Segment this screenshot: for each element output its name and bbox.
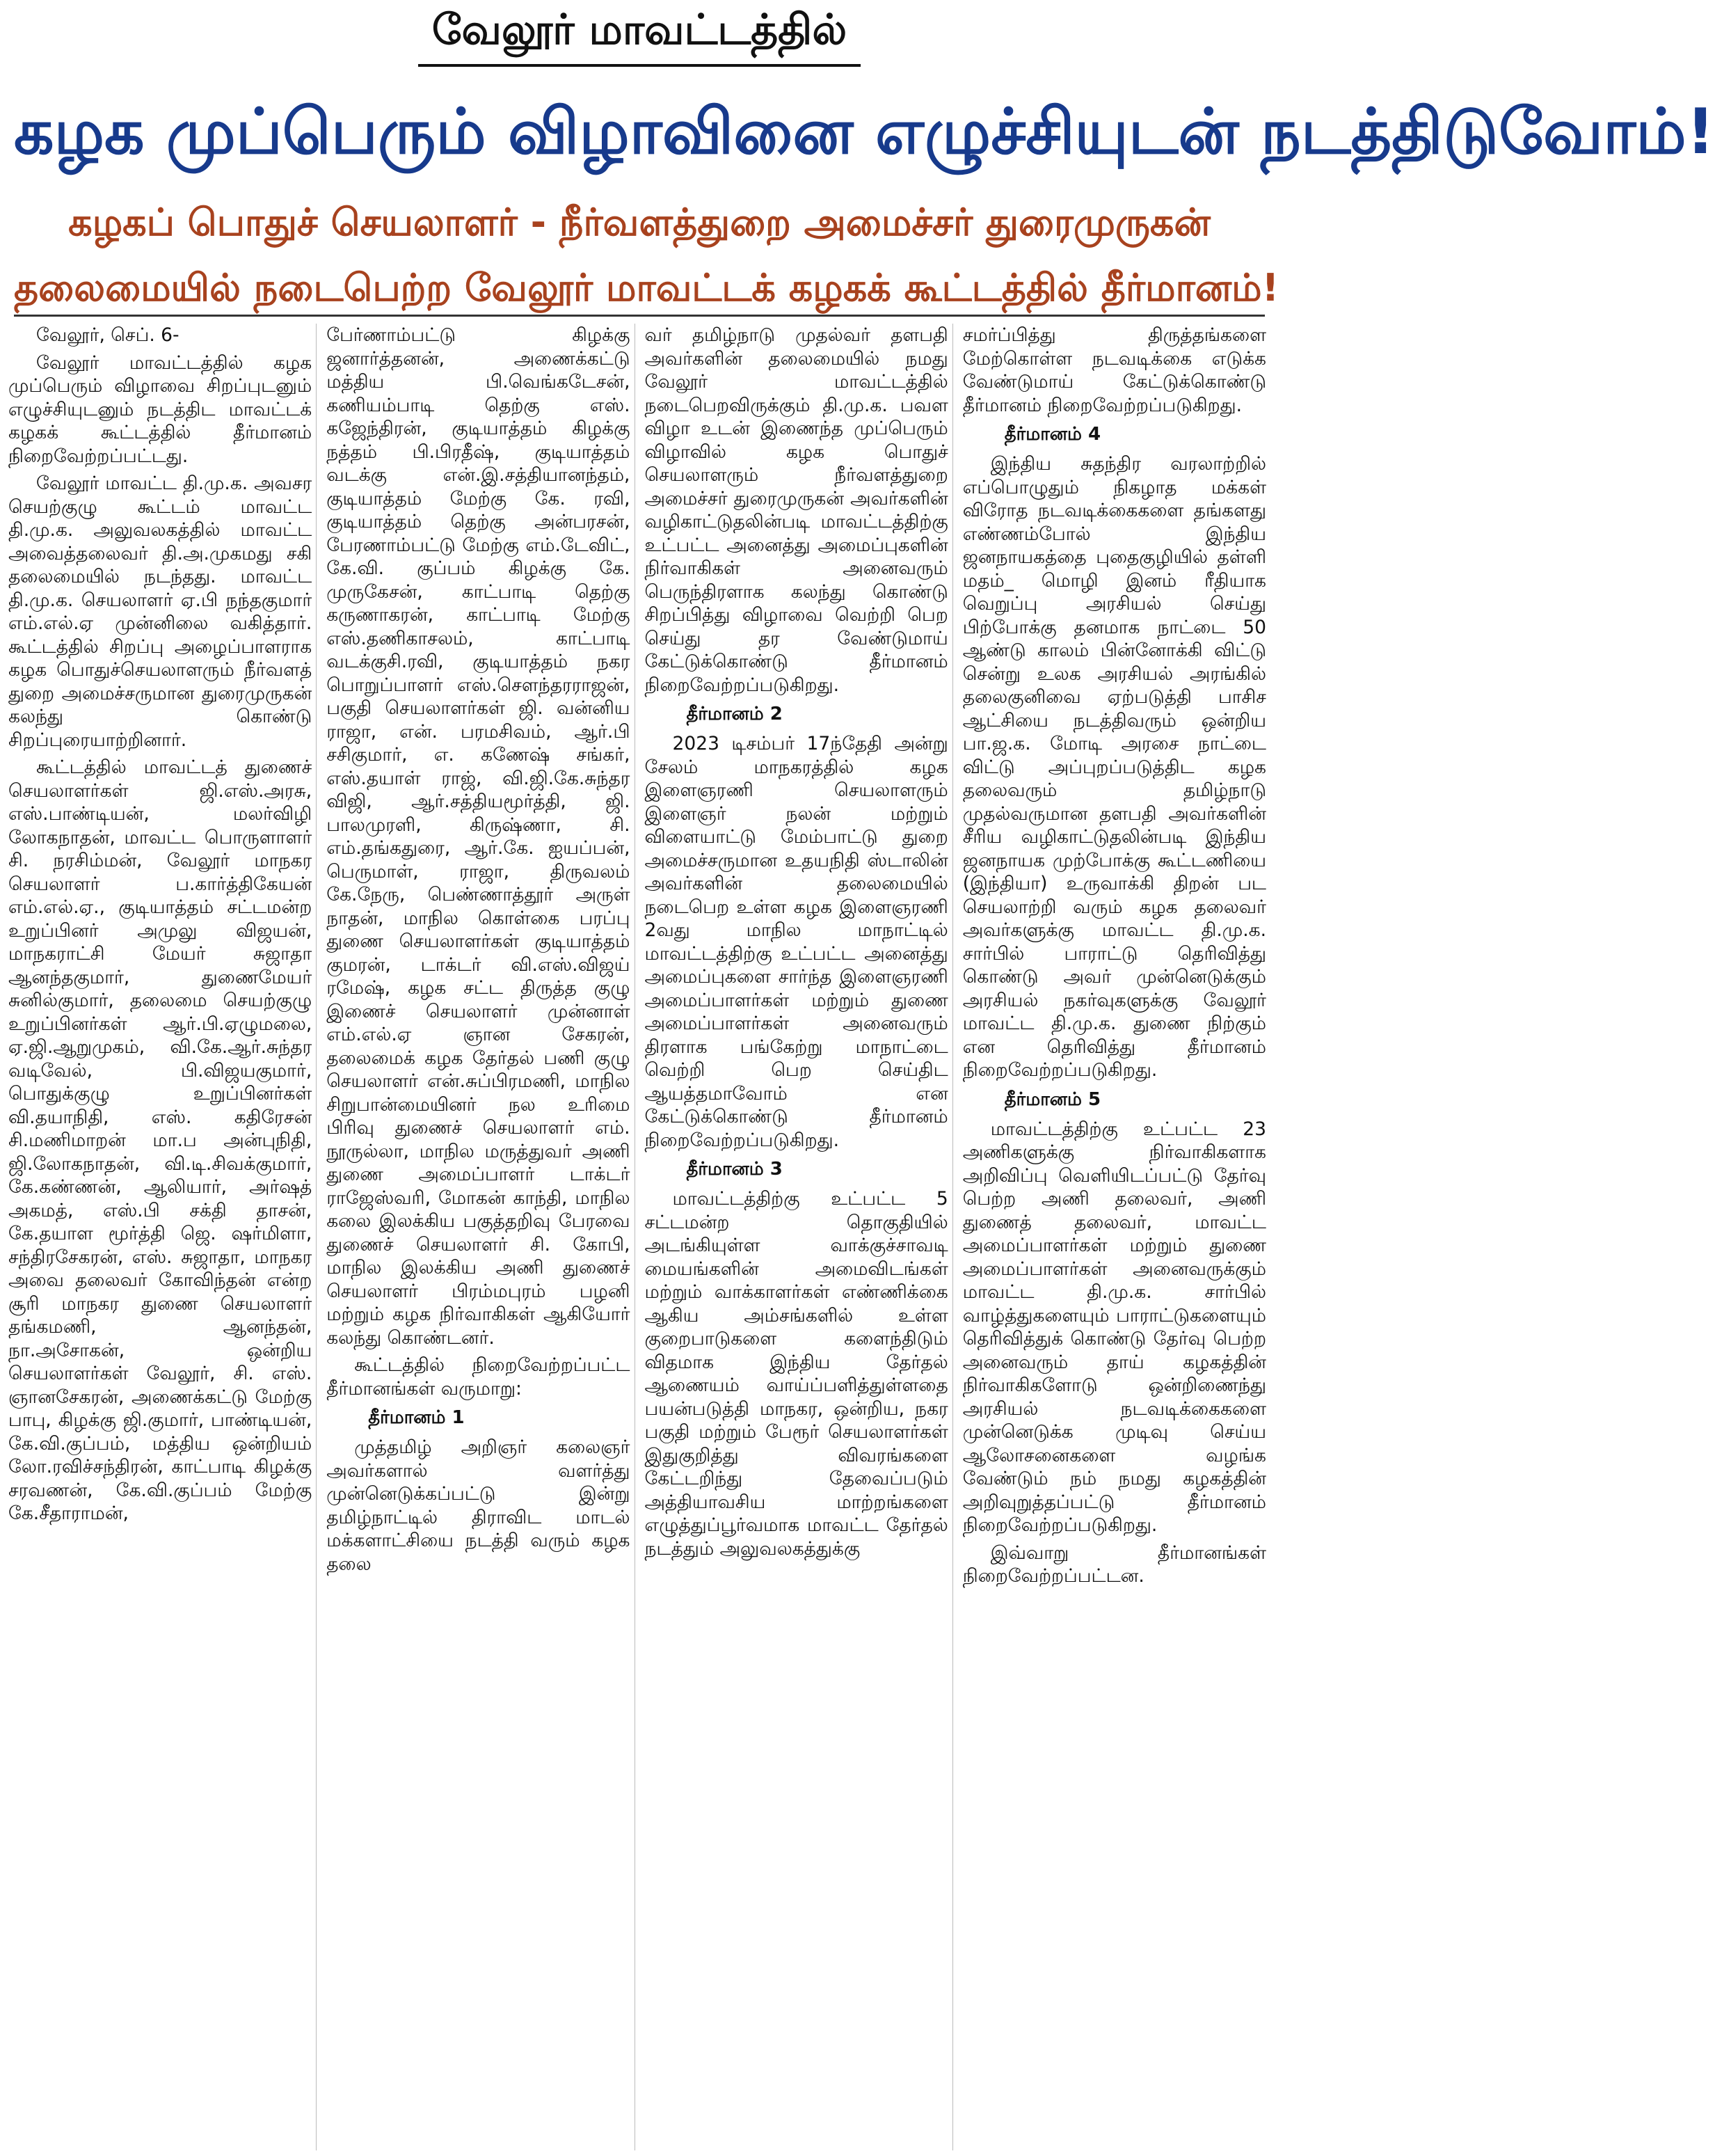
column-2	[326, 324, 635, 2150]
resolution-heading: தீர்மானம் 5	[1004, 1088, 1101, 1110]
resolution-heading: தீர்மானம் 4	[1004, 424, 1101, 445]
paragraph: கூட்டத்தில் மாவட்டத் துணைச் செயலாளர்கள் ஜி.எஸ்.அரசு, எஸ்.பாண்டியன், மலர்விழி லோகநாதன், மாவட்ட பொருளாளர் சி. நரசிம்மன், வேலூர் மாநகர செயலாளர் ப.கார்த்திகேயன் எம்.எல்.ஏ., குடியாத்தம் சட்டமன்ற உறுப்பினர் அமுலு விஜயன், மாநகராட்சி மேயர் சுஜாதா ஆனந்தகுமார், துணைமேயர் சுனில்குமார், தலைமை செயற்குழு உறுப்பினர்கள் ஆர்.பி.ஏழுமலை, ஏ.ஜி.ஆறுமுகம், வி.கே.ஆர்.சுந்தர வடிவேல், பி.விஜயகுமார், பொதுக்குழு உறுப்பினர்கள் வி.தயாநிதி, எஸ். கதிரேசன் சி.மணிமாறன் மா.ப அன்புநிதி, ஜி.லோகநாதன், வி.டி.சிவக்குமார், கே.கண்ணன், ஆலியார், அர்ஷத் அகமத், எஸ்.பி சக்தி தாசன், கே.தயாள மூர்த்தி ஜெ. ஷர்மிளா, சந்திரசேகரன், எஸ். சுஜாதா, மாநகர அவை தலைவர் கோவிந்தன் என்ற சூரி மாநகர துணை செயலாளர் தங்கமணி, ஆனந்தன், நா.அசோகன், ஒன்றிய செயலாளர்கள் வேலூர், சி. எஸ். ஞானசேகரன், அணைக்கட்டு மேற்கு பாபு, கிழக்கு ஜி.குமார், பாண்டியன், கே.வி.குப்பம், மத்திய ஒன்றியம் லோ.ரவிச்சந்திரன், காட்பாடி கிழக்கு சரவணன், கே.வி.குப்பம் மேற்கு கே.சீதாராமன்,	[8, 756, 312, 1524]
subheadline-line-2: தலைமையில் நடைபெற்ற வேலூர் மாவட்டக் கழகக் கூட்டத்தில் தீர்மானம்!	[14, 266, 1279, 310]
paragraph: கூட்டத்தில் நிறைவேற்றப்பட்ட தீர்மானங்கள் வருமாறு:	[326, 1354, 630, 1400]
article-body	[8, 324, 1270, 2150]
column-4	[963, 324, 1270, 2150]
paragraph: வர் தமிழ்நாடு முதல்வர் தளபதி அவர்களின் தலைமையில் நமது வேலூர் மாவட்டத்தில் நடைபெறவிருக்கும் தி.மு.க. பவள விழா உடன் இணைந்த முப்பெரும் விழாவில் கழக பொதுச் செயலாளரும் நீர்வளத்துறை அமைச்சர் துரைமுருகன் அவர்களின் வழிகாட்டுதலின்படி மாவட்டத்திற்கு உட்பட்ட அனைத்து அமைப்புகளின் நிர்வாகிகள் அனைவரும் பெருந்திரளாக கலந்து கொண்டு சிறப்பித்து விழாவை வெற்றி பெற செய்து தர வேண்டுமாய் கேட்டுக்கொண்டு தீர்மானம் நிறைவேற்றப்படுகிறது.	[644, 324, 948, 696]
paragraph: முத்தமிழ் அறிஞர் கலைஞர் அவர்களால் வளர்த்து முன்னெடுக்கப்பட்டு இன்று தமிழ்நாட்டில் திராவிட மாடல் மக்களாட்சியை நடத்தி வரும் கழக தலை	[326, 1436, 630, 1575]
paragraph: 2023 டிசம்பர் 17ந்தேதி அன்று சேலம் மாநகரத்தில் கழக இளைஞரணி செயலாளரும் இளைஞர் நலன் மற்றும் விளையாட்டு மேம்பாட்டு துறை அமைச்சருமான உதயநிதி ஸ்டாலின் அவர்களின் தலைமையில் நடைபெற உள்ள கழக இளைஞரணி 2வது மாநில மாநாட்டில் மாவட்டத்திற்கு உட்பட்ட அனைத்து அமைப்புகளை சார்ந்த இளைஞரணி அமைப்பாளர்கள் மற்றும் துணை அமைப்பாளர்கள் அனைவரும் திரளாக பங்கேற்று மாநாட்டை வெற்றி பெற செய்திட ஆயத்தமாவோம் என கேட்டுக்கொண்டு தீர்மானம் நிறைவேற்றப்படுகிறது.	[644, 733, 948, 1151]
dateline: வேலூர், செப். 6-	[36, 324, 180, 346]
paragraph: இந்திய சுதந்திர வரலாற்றில் எப்பொழுதும் நிகழாத மக்கள் விரோத நடவடிக்கைகளை தங்களது எண்ணம்போல் இந்திய ஜனநாயகத்தை புதைகுழியில் தள்ளி மதம்_ மொழி இனம் ரீதியாக வெறுப்பு அரசியல் செய்து பிற்போக்கு தனமாக நாட்டை 50 ஆண்டு காலம் பின்னோக்கி விட்டு சென்று உலக அரசியல் அரங்கில் தலைகுனிவை ஏற்படுத்தி பாசிச ஆட்சியை நடத்திவரும் ஒன்றிய பா.ஜ.க. மோடி அரசை நாட்டை விட்டு அப்புறப்படுத்திட கழக தலைவரும் தமிழ்நாடு முதல்வருமான தளபதி அவர்களின் சீரிய வழிகாட்டுதலின்படி இந்திய ஜனநாயக முற்போக்கு கூட்டணியை (இந்தியா) உருவாக்கி திறன் பட செயலாற்றி வரும் கழக தலைவர் அவர்களுக்கு மாவட்ட தி.மு.க. சார்பில் பாராட்டு தெரிவித்து கொண்டு அவர் முன்னெடுக்கும் அரசியல் நகர்வுகளுக்கு வேலூர் மாவட்ட தி.மு.க. துணை நிற்கும் என தெரிவித்து தீர்மானம் நிறைவேற்றப்படுகிறது.	[962, 453, 1266, 1081]
paragraph: சமர்ப்பித்து திருத்தங்களை மேற்கொள்ள நடவடிக்கை எடுக்க வேண்டுமாய் கேட்டுக்கொண்டு தீர்மானம் நிறைவேற்றப்படுகிறது.	[962, 324, 1266, 416]
resolution-heading: தீர்மானம் 2	[686, 704, 783, 724]
paragraph: வேலூர் மாவட்டத்தில் கழக முப்பெரும் விழாவை சிறப்புடனும் எழுச்சியுடனும் நடத்திட மாவட்டக் கழகக் கூட்டத்தில் தீர்மானம் நிறைவேற்றப்பட்டது.	[8, 351, 312, 467]
resolution-heading: தீர்மானம் 3	[686, 1159, 783, 1180]
paragraph: மாவட்டத்திற்கு உட்பட்ட 5 சட்டமன்ற தொகுதியில் அடங்கியுள்ள வாக்குச்சாவடி மையங்களின் அமைவிடங்கள் மற்றும் வாக்காளர்கள் எண்ணிக்கை ஆகிய அம்சங்களில் உள்ள குறைபாடுகளை களைந்திடும் விதமாக இந்திய தேர்தல் ஆணையம் வாய்ப்பளித்துள்ளதை பயன்படுத்தி மாநகர, ஒன்றிய, நகர பகுதி மற்றும் பேரூர் செயலாளர்கள் இதுகுறித்து விவரங்களை கேட்டறிந்து தேவைப்படும் அத்தியாவசிய மாற்றங்களை எழுத்துப்பூர்வமாக மாவட்ட தேர்தல் நடத்தும் அலுவலகத்துக்கு	[644, 1188, 948, 1560]
kicker: வேலூர் மாவட்டத்தில்	[0, 6, 1279, 67]
paragraph: மாவட்டத்திற்கு உட்பட்ட 23 அணிகளுக்கு நிர்வாகிகளாக அறிவிப்பு வெளியிடப்பட்டு தேர்வு பெற்ற அணி தலைவர், அணி துணைத் தலைவர், மாவட்ட அமைப்பாளர்கள் மற்றும் துணை அமைப்பாளர்கள் அனைவருக்கும் மாவட்ட தி.மு.க. சார்பில் வாழ்த்துகளையும் பாராட்டுகளையும் தெரிவித்துக் கொண்டு தேர்வு பெற்ற அனைவரும் தாய் கழகத்தின் நிர்வாகிகளோடு ஒன்றிணைந்து அரசியல் நடவடிக்கைகளை முன்னெடுக்க முடிவு செய்ய ஆலோசனைகளை வழங்க வேண்டும் நம் நமது கழகத்தின் அறிவுறுத்தப்பட்டு தீர்மானம் நிறைவேற்றப்படுகிறது.	[962, 1118, 1266, 1536]
column-3	[645, 324, 953, 2150]
divider	[14, 315, 1265, 317]
paragraph: இவ்வாறு தீர்மானங்கள் நிறைவேற்றப்பட்டன.	[962, 1541, 1266, 1587]
resolution-heading: தீர்மானம் 1	[368, 1407, 465, 1428]
paragraph: பேர்ணாம்பட்டு கிழக்கு ஜனார்த்தனன், அணைக்கட்டு மத்திய பி.வெங்கடேசன், கணியம்பாடி தெற்கு எஸ். கஜேந்திரன், குடியாத்தம் கிழக்கு நத்தம் பி.பிரதீஷ், குடியாத்தம் வடக்கு என்.இ.சத்தியானந்தம், குடியாத்தம் மேற்கு கே. ரவி, குடியாத்தம் தெற்கு அன்பரசன், பேரணாம்பட்டு மேற்கு எம்.டேவிட், கே.வி. குப்பம் கிழக்கு கே. முருகேசன், காட்பாடி தெற்கு கருணாகரன், காட்பாடி மேற்கு எஸ்.தணிகாசலம், காட்பாடி வடக்குசி.ரவி, குடியாத்தம் நகர பொறுப்பாளர் எஸ்.சௌந்தரராஜன், பகுதி செயலாளர்கள் ஜி. வன்னிய ராஜா, என். பரமசிவம், ஆர்.பி சசிகுமார், எ. கணேஷ் சங்கர், எஸ்.தயாள் ராஜ், வி.ஜி.கே.சுந்தர விஜி, ஆர்.சத்தியமூர்த்தி, ஜி. பாலமுரளி, கிருஷ்ணா, சி. எம்.தங்கதுரை, ஆர்.கே. ஐயப்பன், பெருமாள், ராஜா, திருவலம் கே.நேரு, பெண்ணாத்தூர் அருள் நாதன், மாநில கொள்கை பரப்பு துணை செயலாளர்கள் குடியாத்தம் குமரன், டாக்டர் வி.எஸ்.விஜய் ரமேஷ், கழக சட்ட திருத்த குழு இணைச் செயலாளர் முன்னாள் எம்.எல்.ஏ ஞான சேகரன், தலைமைக் கழக தேர்தல் பணி குழு செயலாளர் என்.சுப்பிரமணி, மாநில சிறுபான்மையினர் நல உரிமை பிரிவு துணைச் செயலாளர் எம். நூருல்லா, மாநில மருத்துவர் அணி துணை அமைப்பாளர் டாக்டர் ராஜேஸ்வரி, மோகன் காந்தி, மாநில கலை இலக்கிய பகுத்தறிவு பேரவை துணைச் செயலாளர் சி. கோபி, மாநில இலக்கிய அணி துணைச் செயலாளர் பிரம்மபுரம் பழனி மற்றும் கழக நிர்வாகிகள் ஆகியோர் கலந்து கொண்டனர்.	[326, 324, 630, 1349]
subheadline-line-1: கழகப் பொதுச் செயலாளர் - நீர்வளத்துறை அமைச்சர் துரைமுருகன்	[68, 200, 1211, 244]
paragraph: வேலூர் மாவட்ட தி.மு.க. அவசர செயற்குழு கூட்டம் மாவட்ட தி.மு.க. அலுவலகத்தில் மாவட்ட அவைத்தலைவர் தி.அ.முகமது சகி தலைமையில் நடந்தது. மாவட்ட தி.மு.க. செயலாளர் ஏ.பி நந்தகுமார் எம்.எல்.ஏ முன்னிலை வகித்தார். கூட்டத்தில் சிறப்பு அழைப்பாளராக கழக பொதுச்செயலாளரும் நீர்வளத் துறை அமைச்சருமான துரைமுருகன் கலந்து கொண்டு சிறப்புரையாற்றினார்.	[8, 473, 312, 751]
headline: கழக முப்பெரும் விழாவினை எழுச்சியுடன் நடத்திடுவோம்!	[14, 95, 1715, 168]
column-1	[8, 324, 317, 2150]
